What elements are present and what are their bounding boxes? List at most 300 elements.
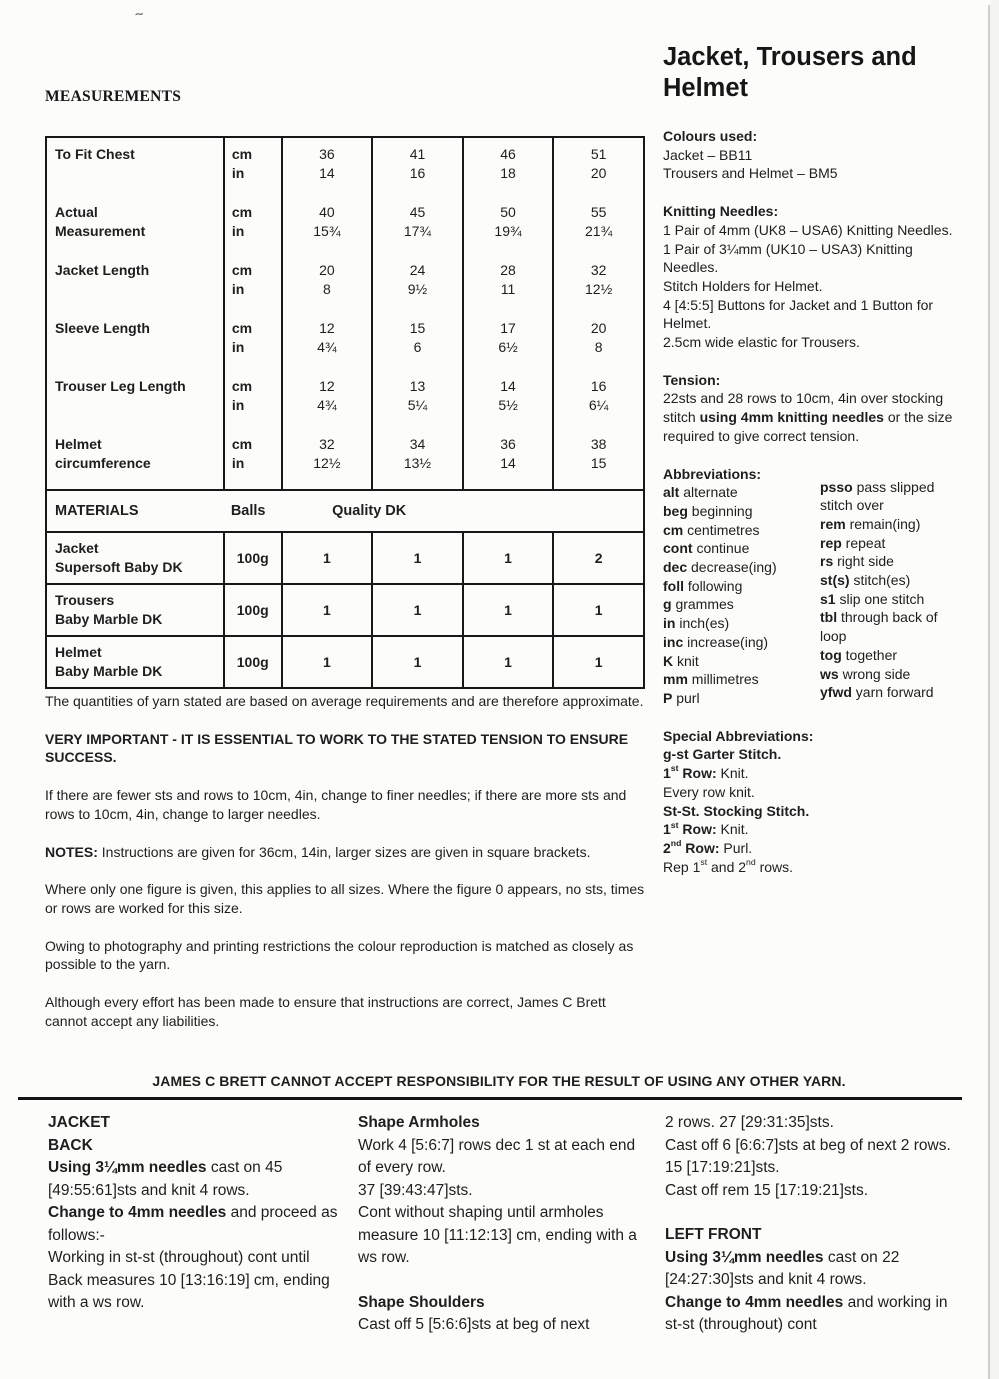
- value-line: 50: [500, 204, 516, 220]
- special-abbreviation-line: [663, 764, 962, 783]
- value-cell: [462, 373, 553, 431]
- value-cell: [281, 431, 372, 489]
- value-line: 41: [409, 146, 426, 162]
- value-cell: [281, 257, 372, 315]
- text-segment: 22sts and 28 rows to 10cm, 4in over stocking stitch: [663, 390, 944, 426]
- text-segment: 2 rows. 27 [29:31:35]sts.: [665, 1114, 834, 1131]
- value-line: 20: [590, 165, 607, 181]
- ball-count: 1: [371, 637, 462, 687]
- unit-cell: [223, 431, 281, 489]
- value-line: 4¾: [317, 339, 337, 355]
- abbreviation-definition: slip one stitch: [835, 590, 925, 607]
- abbreviation-term: rem: [820, 515, 846, 532]
- text-segment: Knit.: [716, 821, 749, 838]
- text-segment: or the size required to give correct tension.: [663, 409, 953, 444]
- instruction-heading: Shape Armholes: [358, 1114, 480, 1131]
- abbreviations-block: [663, 465, 962, 708]
- abbreviation-item: [663, 483, 820, 502]
- row-label: [47, 373, 223, 431]
- instructions-column-3: [665, 1112, 962, 1337]
- text-segment: NOTES:: [45, 843, 98, 860]
- value-cell: [371, 373, 462, 431]
- abbreviation-definition: decrease(ing): [687, 559, 777, 576]
- info-section: [663, 371, 962, 446]
- abbreviations-left-column: [663, 465, 820, 708]
- special-abbreviations-heading: Special Abbreviations:: [663, 727, 814, 744]
- info-column: [663, 42, 962, 876]
- text-segment: st: [700, 856, 708, 867]
- unit-cell: [223, 199, 281, 257]
- ball-count: 1: [552, 585, 643, 635]
- text-segment: VERY IMPORTANT - IT IS ESSENTIAL TO WORK TO THE STATED TENSION TO ENSURE SUCCESS.: [45, 730, 629, 766]
- special-abbreviation-lines: [663, 745, 962, 876]
- info-section: [663, 127, 962, 183]
- notes-block: [45, 692, 651, 1049]
- text-segment: Rep 1: [663, 858, 701, 875]
- abbreviation-term: in: [663, 615, 676, 632]
- unit-cell: [223, 257, 281, 315]
- abbreviation-definition: through back of loop: [820, 609, 938, 645]
- abbreviation-definition: together: [841, 646, 898, 663]
- row-label-line: Helmet: [55, 436, 102, 452]
- value-line: 20: [319, 262, 335, 278]
- abbreviation-definition: grammes: [671, 596, 734, 613]
- abbreviation-term: tog: [820, 646, 842, 663]
- instruction-heading: LEFT FRONT: [665, 1226, 762, 1243]
- text-segment: Working in st-st (throughout) cont until Back measures 10 [13:16:19] cm, ending with a ws row.: [48, 1249, 330, 1311]
- value-line: 21¾: [585, 223, 613, 239]
- abbreviation-definition: knit: [673, 652, 699, 669]
- text-segment: 1 Pair of 3¼mm (UK10 – USA3) Knitting Needles.: [663, 240, 913, 276]
- paragraph: [45, 843, 651, 862]
- text-segment: Row:: [678, 821, 717, 838]
- abbreviation-item: [663, 614, 820, 633]
- text-segment: Work 4 [5:6:7] rows dec 1 st at each end of every row.: [358, 1136, 636, 1176]
- ball-count: 1: [552, 637, 643, 687]
- text-segment: Although every effort has been made to ensure that instructions are correct, James C Brett cannot accept any liabilities.: [45, 994, 606, 1029]
- abbreviation-term: rep: [820, 534, 842, 551]
- value-cell: [462, 257, 553, 315]
- instruction-paragraph: [358, 1180, 646, 1203]
- ball-weight: 100g: [223, 533, 281, 583]
- abbreviation-definition: remain(ing): [845, 515, 921, 532]
- abbreviation-term: psso: [820, 478, 853, 495]
- yarn-disclaimer: JAMES C BRETT CANNOT ACCEPT RESPONSIBILITY FOR THE RESULT OF USING ANY OTHER YARN.: [152, 1073, 846, 1089]
- material-label: [47, 637, 223, 687]
- instruction-paragraph: [665, 1135, 962, 1180]
- text-segment: 1: [663, 765, 671, 782]
- value-line: 14: [319, 165, 335, 181]
- unit-line: in: [231, 281, 245, 297]
- text-segment: 1: [663, 821, 671, 838]
- abbreviation-term: inc: [663, 633, 684, 650]
- unit-cell: [223, 138, 281, 199]
- value-line: 6: [413, 339, 422, 355]
- value-cell: [462, 199, 553, 257]
- value-line: 32: [319, 436, 335, 452]
- materials-header-quality: Quality DK: [332, 503, 407, 519]
- pattern-title: Jacket, Trousers and Helmet: [663, 43, 917, 102]
- table-row: [47, 315, 643, 373]
- material-label-line: Baby Marble DK: [55, 663, 163, 679]
- value-cell: [552, 257, 643, 315]
- value-cell: [462, 315, 553, 373]
- value-line: 11: [500, 281, 516, 297]
- section-line: [663, 221, 962, 240]
- instruction-paragraph: [48, 1247, 340, 1315]
- ball-count: 1: [462, 637, 553, 687]
- abbreviation-item: [663, 652, 820, 671]
- section-divider-rule: [18, 1097, 962, 1100]
- section-heading: Tension:: [663, 371, 721, 388]
- text-segment: and 2: [707, 858, 747, 875]
- abbreviation-item: [820, 552, 962, 571]
- text-segment: St-St. Stocking Stitch.: [663, 802, 810, 819]
- materials-row: [47, 583, 643, 635]
- section-heading: Knitting Needles:: [663, 203, 779, 220]
- abbreviation-definition: right side: [833, 553, 894, 570]
- abbreviation-definition: inch(es): [675, 615, 730, 632]
- abbreviation-definition: repeat: [841, 534, 886, 551]
- row-label-line: Trouser Leg Length: [55, 378, 186, 394]
- value-line: 5¼: [407, 397, 428, 413]
- value-line: 13½: [403, 455, 432, 471]
- material-label: [47, 585, 223, 635]
- info-sections: [663, 127, 962, 446]
- value-line: 36: [319, 146, 335, 162]
- text-segment: If there are fewer sts and rows to 10cm, 4in, change to finer needles; if there are more sts and rows to 10cm, 4in, change to larger needles.: [45, 787, 627, 822]
- pen-mark: ~: [133, 5, 145, 24]
- value-line: 16: [409, 165, 426, 181]
- value-cell: [371, 257, 462, 315]
- value-line: 51: [590, 146, 607, 162]
- value-line: 18: [500, 165, 516, 181]
- ball-count: 1: [462, 585, 553, 635]
- text-segment: 2.5cm wide elastic for Trousers.: [663, 334, 860, 351]
- special-abbreviation-line: [663, 745, 962, 764]
- value-line: 12: [319, 378, 335, 394]
- row-label: [47, 431, 223, 489]
- abbreviation-item: [820, 571, 962, 590]
- text-segment: Cont without shaping until armholes measure 10 [11:12:13] cm, ending with a ws row.: [358, 1204, 637, 1266]
- instruction-paragraph: [665, 1112, 962, 1135]
- value-line: 40: [319, 204, 335, 220]
- instruction-paragraph: [358, 1135, 646, 1180]
- abbreviations-right-column: [820, 478, 962, 708]
- text-segment: using 4mm knitting needles: [699, 409, 884, 426]
- abbreviation-term: st(s): [820, 572, 850, 589]
- abbreviation-term: beg: [663, 502, 688, 519]
- abbreviation-item: [820, 608, 962, 645]
- text-segment: Knit.: [716, 765, 749, 782]
- abbreviation-item: [820, 534, 962, 553]
- abbreviation-definition: yarn forward: [851, 684, 934, 701]
- text-segment: cast on 22 [24:27:30]sts and knit 4 rows.: [665, 1248, 900, 1288]
- ball-count: 1: [281, 585, 372, 635]
- text-segment: st: [670, 819, 679, 830]
- ball-count: 1: [462, 533, 553, 583]
- table-row: [47, 257, 643, 315]
- abbreviation-term: cm: [663, 521, 684, 538]
- value-line: 13: [409, 378, 426, 394]
- unit-line: in: [231, 165, 245, 181]
- value-line: 4¾: [317, 397, 337, 413]
- text-segment: 37 [39:43:47]sts.: [358, 1181, 473, 1199]
- ball-count: 1: [371, 533, 462, 583]
- material-label-line: Helmet: [55, 644, 102, 660]
- abbreviation-term: s1: [820, 590, 836, 607]
- value-line: 5½: [498, 397, 518, 413]
- text-segment: 4 [4:5:5] Buttons for Jacket and 1 Button for Helmet.: [663, 296, 934, 332]
- materials-header-balls: Balls: [230, 503, 266, 519]
- abbreviation-item: [820, 665, 962, 684]
- abbreviation-item: [820, 515, 962, 534]
- abbreviation-definition: pass slipped stitch over: [820, 478, 935, 514]
- value-line: 17¾: [403, 223, 432, 239]
- ball-count: 1: [281, 533, 372, 583]
- table-row: [47, 138, 643, 199]
- material-label-line: Jacket: [55, 540, 99, 556]
- material-label-line: Trousers: [55, 592, 115, 608]
- ball-count: 1: [281, 637, 372, 687]
- section-heading: Colours used:: [663, 128, 758, 144]
- abbreviation-items: [663, 483, 820, 707]
- section-line: [663, 389, 962, 445]
- text-segment: 2: [663, 839, 671, 856]
- value-cell: [552, 373, 643, 431]
- value-line: 14: [500, 378, 516, 394]
- row-label: [47, 257, 223, 315]
- ball-weight: 100g: [223, 585, 281, 635]
- value-line: 17: [500, 320, 516, 336]
- material-label-line: Supersoft Baby DK: [55, 559, 183, 575]
- value-cell: [281, 199, 372, 257]
- value-line: 12½: [313, 455, 341, 471]
- instruction-paragraph: [665, 1180, 962, 1203]
- abbreviation-term: mm: [663, 671, 688, 688]
- text-segment: Using 3¼mm needles: [665, 1248, 824, 1266]
- abbreviations-heading: Abbreviations:: [663, 465, 762, 482]
- text-segment: rows.: [755, 858, 794, 875]
- value-line: 55: [590, 204, 607, 220]
- instruction-paragraph: [665, 1292, 962, 1337]
- materials-rows: [47, 531, 643, 687]
- unit-line: cm: [231, 436, 253, 452]
- row-label-line: To Fit Chest: [55, 146, 135, 162]
- text-segment: Jacket – BB11: [663, 146, 753, 163]
- text-segment: nd: [670, 838, 682, 849]
- abbreviation-definition: purl: [672, 689, 700, 706]
- abbreviation-term: cont: [663, 540, 693, 557]
- text-segment: nd: [746, 856, 756, 867]
- text-segment: Cast off 6 [6:6:7]sts at beg of next 2 rows. 15 [17:19:21]sts.: [665, 1136, 951, 1176]
- text-segment: Instructions are given for 36cm, 14in, larger sizes are given in square brackets.: [97, 843, 591, 860]
- value-line: 46: [500, 146, 516, 162]
- instruction-paragraph: [358, 1314, 646, 1337]
- abbreviation-item: [663, 539, 820, 558]
- special-abbreviation-line: [663, 820, 962, 839]
- unit-line: in: [231, 223, 245, 239]
- material-label-line: Baby Marble DK: [55, 611, 163, 627]
- abbreviation-item: [663, 577, 820, 596]
- value-cell: [552, 315, 643, 373]
- unit-cell: [223, 373, 281, 431]
- value-line: 16: [590, 378, 607, 394]
- paragraph: [45, 993, 651, 1030]
- ball-count: 1: [371, 585, 462, 635]
- materials-header-label: MATERIALS: [55, 503, 139, 519]
- section-line: [663, 240, 962, 277]
- value-cell: [371, 431, 462, 489]
- instructions-column-1: [48, 1112, 340, 1315]
- unit-line: cm: [231, 262, 253, 278]
- text-segment: Row:: [681, 839, 720, 856]
- abbreviation-term: yfwd: [820, 684, 852, 701]
- table-row: [47, 431, 643, 489]
- text-segment: Cast off 5 [5:6:6]sts at beg of next: [358, 1316, 590, 1333]
- paragraph: [45, 937, 651, 974]
- scan-edge-line: [988, 5, 990, 1379]
- section-line: [663, 146, 962, 165]
- info-section: [663, 202, 962, 352]
- instruction-paragraph: [358, 1202, 646, 1270]
- instruction-paragraph: [48, 1157, 340, 1202]
- value-cell: [371, 138, 462, 199]
- value-cell: [281, 373, 372, 431]
- text-segment: Cast off rem 15 [17:19:21]sts.: [665, 1181, 869, 1199]
- value-line: 36: [500, 436, 516, 452]
- measurement-rows: [47, 138, 643, 489]
- ball-count: 2: [552, 533, 643, 583]
- row-label-line: Sleeve Length: [55, 320, 150, 336]
- text-segment: cast on 45 [49:55:61]sts and knit 4 rows.: [48, 1159, 283, 1199]
- materials-row: [47, 635, 643, 687]
- text-segment: and proceed as follows:-: [48, 1204, 338, 1244]
- value-line: 15¾: [313, 223, 341, 239]
- value-cell: [462, 431, 553, 489]
- section-line: [663, 333, 962, 352]
- text-segment: 1 Pair of 4mm (UK8 – USA6) Knitting Needles.: [663, 221, 953, 238]
- abbreviation-item: [663, 521, 820, 540]
- value-line: 15: [409, 320, 426, 336]
- abbreviation-term: ws: [820, 665, 839, 682]
- value-cell: [462, 138, 553, 199]
- text-segment: st: [670, 763, 679, 774]
- text-segment: Using 3¼mm needles: [48, 1159, 207, 1176]
- abbreviation-definition: continue: [692, 540, 750, 557]
- section-line: [663, 296, 962, 333]
- instruction-paragraph: [48, 1202, 340, 1247]
- text-segment: Stitch Holders for Helmet.: [663, 277, 823, 294]
- text-segment: Owing to photography and printing restrictions the colour reproduction is matched as closely as possible to the yarn.: [45, 937, 634, 973]
- section-line: [663, 277, 962, 296]
- unit-cell: [223, 315, 281, 373]
- section-line: [663, 164, 962, 183]
- abbreviation-term: foll: [663, 577, 684, 594]
- abbreviation-item: [820, 478, 962, 515]
- instruction-heading: BACK: [48, 1136, 93, 1154]
- abbreviation-item: [820, 683, 962, 702]
- abbreviation-term: P: [663, 689, 673, 706]
- abbreviation-term: g: [663, 596, 672, 613]
- instruction-paragraph: [665, 1247, 962, 1292]
- abbreviation-item: [663, 633, 820, 652]
- value-cell: [552, 431, 643, 489]
- paragraph: [45, 880, 651, 917]
- abbreviation-definition: wrong side: [838, 665, 911, 682]
- row-label: [47, 199, 223, 257]
- value-cell: [552, 138, 643, 199]
- value-line: 15: [590, 455, 607, 471]
- abbreviation-term: tbl: [820, 609, 838, 626]
- value-line: 28: [500, 262, 516, 278]
- text-segment: Row:: [678, 765, 717, 782]
- unit-line: in: [231, 455, 245, 471]
- special-abbreviation-line: [663, 802, 962, 821]
- abbreviation-definition: millimetres: [687, 671, 759, 688]
- value-line: 24: [409, 262, 426, 278]
- special-abbreviation-line: [663, 839, 962, 858]
- instruction-heading: JACKET: [48, 1114, 111, 1131]
- abbreviation-definition: alternate: [679, 484, 738, 501]
- abbreviation-definition: beginning: [687, 502, 753, 519]
- text-segment: and working in st-st (throughout) cont: [665, 1293, 948, 1333]
- unit-line: cm: [231, 204, 253, 220]
- row-label-line: Measurement: [55, 223, 146, 239]
- value-cell: [371, 199, 462, 257]
- value-line: 45: [409, 204, 426, 220]
- table-row: [47, 373, 643, 431]
- spacer: [665, 1202, 962, 1224]
- abbreviation-item: [663, 558, 820, 577]
- abbreviation-item: [663, 670, 820, 689]
- row-label-line: Actual: [55, 204, 98, 220]
- measurements-heading: MEASUREMENTS: [45, 88, 182, 105]
- row-label: [47, 138, 223, 199]
- value-line: 8: [594, 339, 603, 355]
- materials-header-row: [47, 489, 643, 531]
- special-abbreviation-line: [663, 783, 962, 802]
- value-line: 8: [323, 281, 331, 297]
- abbreviation-term: dec: [663, 559, 688, 576]
- paragraph: [45, 730, 651, 767]
- value-line: 6¼: [588, 397, 609, 413]
- material-label: [47, 533, 223, 583]
- unit-line: in: [231, 339, 245, 355]
- spacer: [358, 1270, 646, 1292]
- unit-line: cm: [231, 320, 253, 336]
- value-cell: [552, 199, 643, 257]
- value-cell: [281, 315, 372, 373]
- abbreviation-item: [820, 646, 962, 665]
- unit-line: cm: [231, 146, 253, 162]
- paragraph: [45, 786, 651, 823]
- text-segment: g-st Garter Stitch.: [663, 746, 782, 763]
- scan-edge-strip: [990, 0, 999, 1379]
- abbreviation-item: [663, 502, 820, 521]
- text-segment: Trousers and Helmet – BM5: [663, 165, 838, 182]
- abbreviation-item: [663, 595, 820, 614]
- abbreviation-item: [663, 689, 820, 708]
- paragraph: [45, 692, 651, 711]
- row-label: [47, 315, 223, 373]
- value-line: 20: [590, 320, 607, 336]
- value-line: 14: [500, 455, 516, 471]
- abbreviation-term: rs: [820, 553, 834, 570]
- row-label-line: Jacket Length: [55, 262, 150, 278]
- value-line: 32: [590, 262, 607, 278]
- value-cell: [281, 138, 372, 199]
